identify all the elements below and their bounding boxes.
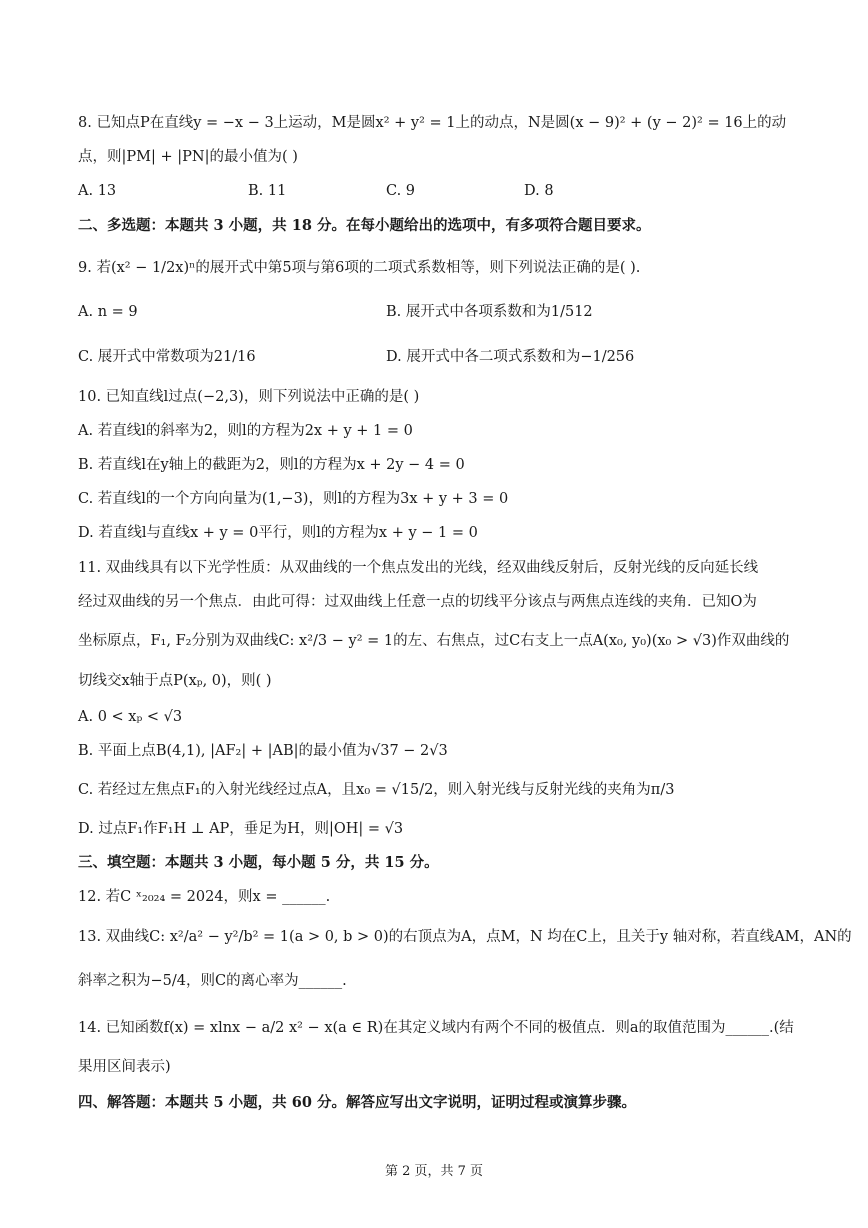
q10-option-b: B. 若直线l在y轴上的截距为2，则l的方程为x + 2y − 4 = 0 <box>78 457 465 473</box>
q8-option-d: D. 8 <box>524 183 554 199</box>
q11-line1: 11. 双曲线具有以下光学性质：从双曲线的一个焦点发出的光线，经双曲线反射后，反射光线的反向延长线 <box>78 560 759 576</box>
q8-line1: 8. 已知点P在直线y = −x − 3上运动，M是圆x² + y² = 1上的动点，N是圆(x − 9)² + (y − 2)² = 16上的动 <box>78 115 787 131</box>
q14-line1: 14. 已知函数f(x) = xlnx − a/2 x² − x(a ∈ R)在其定义域内有两个不同的极值点．则a的取值范围为______.(结 <box>78 1020 794 1036</box>
q11-option-c: C. 若经过左焦点F₁的入射光线经过点A，且x₀ = √15/2，则入射光线与反射光线的夹角为π/3 <box>78 782 675 798</box>
q14-line2: 果用区间表示) <box>78 1059 171 1075</box>
q8-option-b: B. 11 <box>248 183 287 199</box>
q10-option-d: D. 若直线l与直线x + y = 0平行，则l的方程为x + y − 1 = 0 <box>78 525 478 541</box>
q13-line1: 13. 双曲线C: x²/a² − y²/b² = 1(a > 0, b > 0)的右顶点为A，点M，N 均在C上，且关于y 轴对称，若直线AM，AN的 <box>78 929 852 945</box>
q9-option-d: D. 展开式中各二项式系数和为−1/256 <box>386 349 635 365</box>
q9-option-a: A. n = 9 <box>78 304 138 320</box>
page-footer: 第 2 页，共 7 页 <box>384 1164 484 1179</box>
section4-heading: 四、解答题：本题共 5 小题，共 60 分。解答应写出文字说明，证明过程或演算步骤。 <box>78 1094 636 1111</box>
q8-line2: 点，则|PM| + |PN|的最小值为( ) <box>78 149 298 165</box>
q11-line4: 切线交x轴于点P(xₚ, 0)，则( ) <box>78 673 272 689</box>
section2-heading: 二、多选题：本题共 3 小题，共 18 分。在每小题给出的选项中，有多项符合题目要求。 <box>78 217 651 234</box>
q11-option-d: D. 过点F₁作F₁H ⊥ AP，垂足为H，则|OH| = √3 <box>78 821 404 837</box>
q11-option-a: A. 0 < xₚ < √3 <box>78 709 183 725</box>
q10-option-a: A. 若直线l的斜率为2，则l的方程为2x + y + 1 = 0 <box>78 423 413 439</box>
q12-text: 12. 若C ˣ₂₀₂₄ = 2024，则x = ______. <box>78 889 331 905</box>
q9-option-b: B. 展开式中各项系数和为1/512 <box>386 304 593 320</box>
q9-stem: 9. 若(x² − 1/2x)ⁿ的展开式中第5项与第6项的二项式系数相等，则下列说法正确的是( ). <box>78 260 641 276</box>
section3-heading: 三、填空题：本题共 3 小题，每小题 5 分，共 15 分。 <box>78 854 439 871</box>
q13-line2: 斜率之积为−5/4，则C的离心率为______. <box>78 973 347 989</box>
q10-stem: 10. 已知直线l过点(−2,3)，则下列说法中正确的是( ) <box>78 389 420 405</box>
q11-line2: 经过双曲线的另一个焦点．由此可得：过双曲线上任意一点的切线平分该点与两焦点连线的夹角．已知O为 <box>78 594 757 610</box>
q11-line3: 坐标原点，F₁, F₂分别为双曲线C: x²/3 − y² = 1的左、右焦点，过C右支上一点A(x₀, y₀)(x₀ > √3)作双曲线的 <box>78 633 790 649</box>
q11-option-b: B. 平面上点B(4,1), |AF₂| + |AB|的最小值为√37 − 2√3 <box>78 743 448 759</box>
q8-option-c: C. 9 <box>386 183 416 199</box>
q9-option-c: C. 展开式中常数项为21/16 <box>78 349 256 365</box>
q10-option-c: C. 若直线l的一个方向向量为(1,−3)，则l的方程为3x + y + 3 = 0 <box>78 491 509 507</box>
q8-option-a: A. 13 <box>78 183 117 199</box>
